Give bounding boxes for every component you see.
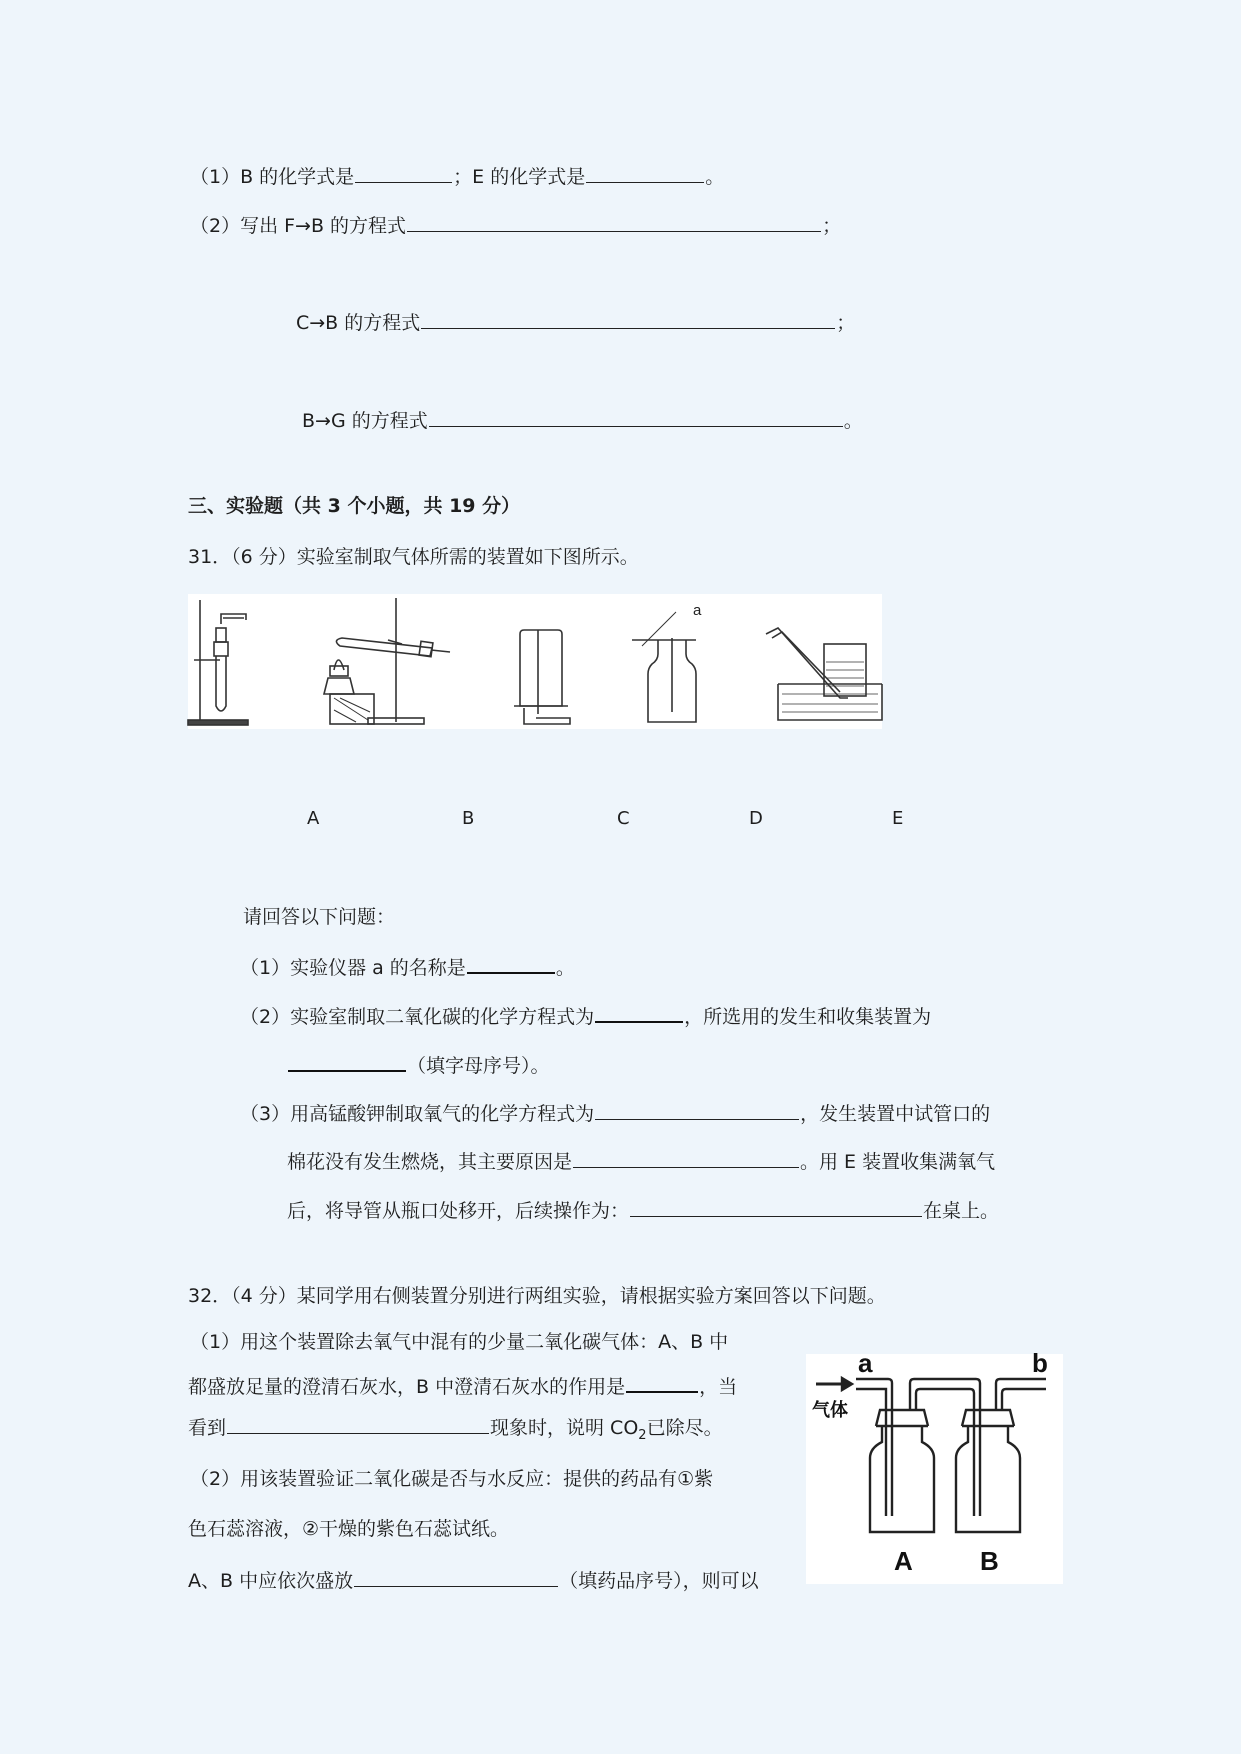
label-apparatus-c: C (617, 808, 630, 829)
q31-sub3-line3: 后，将导管从瓶口处移开，后续操作为： 在桌上。 (287, 1197, 999, 1223)
q30-line-4: B→G 的方程式 。 (302, 407, 863, 433)
apparatus-b-drawing (324, 598, 450, 724)
q31-sub2-line2: （填字母序号）。 (287, 1051, 550, 1078)
q30-part1-text: （1）B 的化学式是 (190, 166, 355, 188)
answer-blank-follow-up-operation[interactable] (630, 1197, 922, 1217)
fig-label-a: a (858, 1348, 873, 1378)
answer-blank-phenomenon[interactable] (227, 1414, 489, 1434)
answer-blank-b-to-g[interactable] (429, 407, 843, 427)
q32-sub2-line3: A、B 中应依次盛放 （填药品序号），则可以 (188, 1567, 759, 1593)
q30-part4-text: B→G 的方程式 (302, 410, 428, 432)
label-apparatus-d: D (749, 808, 763, 829)
q30-line-1: （1）B 的化学式是 ；E 的化学式是 。 (190, 163, 724, 189)
q32-stem: 32．（4 分）某同学用右侧装置分别进行两组实验，请根据实验方案回答以下问题。 (188, 1285, 886, 1307)
q30-line-3: C→B 的方程式 ； (296, 309, 855, 335)
answer-blank-c-to-b[interactable] (421, 309, 835, 329)
q32-sub1-line2: 都盛放足量的澄清石灰水，B 中澄清石灰水的作用是 ，当 (188, 1372, 737, 1399)
answer-blank-e-formula[interactable] (586, 163, 704, 183)
label-a-pointer: a (693, 602, 702, 619)
q30-part2-text: （2）写出 F→B 的方程式 (190, 215, 407, 237)
fig-bottle-a-label: A (894, 1546, 913, 1576)
apparatus-e-drawing (766, 628, 882, 720)
q31-sub2-line1: （2）实验室制取二氧化碳的化学方程式为 ，所选用的发生和收集装置为 (240, 1002, 931, 1029)
apparatus-d-drawing (632, 612, 696, 722)
label-apparatus-e: E (892, 808, 904, 829)
fig-gas-label: 气体 (812, 1400, 848, 1421)
q32-sub2-line2: 色石蕊溶液，②干燥的紫色石蕊试纸。 (188, 1518, 510, 1540)
answer-blank-b-formula[interactable] (355, 163, 452, 183)
fig-bottle-b-label: B (980, 1546, 999, 1576)
q30-part1-mid: ；E 的化学式是 (453, 166, 586, 188)
section-heading: 三、实验题（共 3 个小题，共 19 分） (188, 495, 521, 517)
answer-blank-reagent-order[interactable] (354, 1567, 558, 1587)
q31-prompt: 请回答以下问题： (243, 906, 396, 928)
q32-sub1-line1: （1）用这个装置除去氧气中混有的少量二氧化碳气体：A、B 中 (190, 1331, 729, 1353)
fig-label-b: b (1032, 1348, 1048, 1378)
answer-blank-f-to-b[interactable] (407, 212, 821, 232)
q32-sub2-line1: （2）用该装置验证二氧化碳是否与水反应：提供的药品有①紫 (190, 1468, 714, 1490)
answer-blank-o2-equation[interactable] (595, 1100, 799, 1120)
answer-blank-cotton-reason[interactable] (573, 1148, 799, 1168)
q30-line-2: （2）写出 F→B 的方程式 ； (190, 212, 841, 238)
q31-sub3-line2: 棉花没有发生燃烧，其主要原因是 。用 E 装置收集满氧气 (287, 1148, 995, 1174)
answer-blank-co2-apparatus[interactable] (288, 1051, 406, 1072)
answer-blank-instrument-a[interactable] (467, 953, 555, 974)
label-apparatus-b: B (462, 808, 475, 829)
two-bottle-drawing (806, 1348, 1063, 1584)
apparatus-a-drawing (188, 600, 248, 725)
answer-blank-co2-equation[interactable] (595, 1002, 683, 1023)
apparatus-drawing (188, 594, 882, 729)
apparatus-c-drawing (514, 630, 570, 724)
q32-sub1-line3: 看到 现象时，说明 $CO_2$已除尽。 (188, 1414, 723, 1448)
q31-sub3-line1: （3）用高锰酸钾制取氧气的化学方程式为 ，发生装置中试管口的 (240, 1100, 990, 1126)
q30-part3-text: C→B 的方程式 (296, 312, 421, 334)
label-apparatus-a: A (307, 808, 320, 829)
answer-blank-b-limewater-role[interactable] (626, 1372, 698, 1393)
q31-sub1: （1）实验仪器 a 的名称是 。 (240, 953, 575, 980)
q31-stem: 31．（6 分）实验室制取气体所需的装置如下图所示。 (188, 546, 639, 568)
